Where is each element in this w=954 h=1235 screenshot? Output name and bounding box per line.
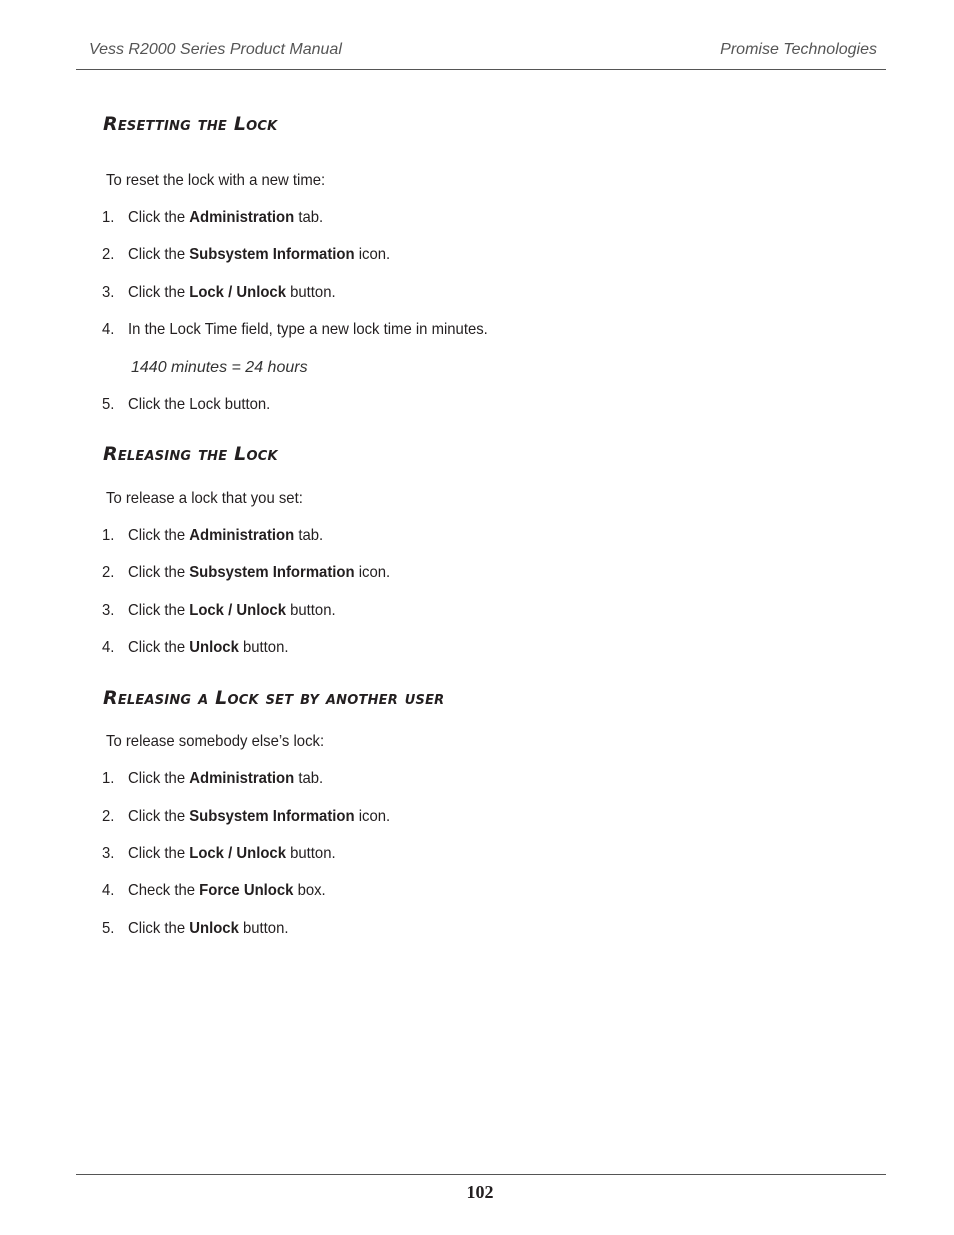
list-item: 4. Click the Unlock button. <box>102 639 289 656</box>
section-heading-releasing-lock: Releasing the Lock <box>103 443 278 465</box>
list-item: 4. Check the Force Unlock box. <box>102 882 326 899</box>
header-manual-title: Vess R2000 Series Product Manual <box>89 41 342 58</box>
list-item: 5. Click the Unlock button. <box>102 920 289 937</box>
section-heading-resetting-lock: Resetting the Lock <box>103 113 278 135</box>
list-item: 3. Click the Lock / Unlock button. <box>102 602 336 619</box>
list-item: 5. Click the Lock button. <box>102 396 271 413</box>
list-item: 4. In the Lock Time field, type a new lock time in minutes. <box>102 321 488 338</box>
section-intro: To reset the lock with a new time: <box>106 172 326 189</box>
page-header <box>76 38 886 70</box>
page-number: 102 <box>466 1182 494 1202</box>
list-item: 3. Click the Lock / Unlock button. <box>102 284 336 301</box>
list-item: 2. Click the Subsystem Information icon. <box>102 808 391 825</box>
list-item: 1. Click the Administration tab. <box>102 770 324 787</box>
section-heading-releasing-other-user-lock: Releasing a Lock set by another user <box>103 687 445 709</box>
list-item: 3. Click the Lock / Unlock button. <box>102 845 336 862</box>
footer-divider <box>76 1174 886 1175</box>
list-item: 1. Click the Administration tab. <box>102 209 324 226</box>
section-intro: To release a lock that you set: <box>106 490 303 507</box>
section-intro: To release somebody else’s lock: <box>106 733 325 750</box>
header-company: Promise Technologies <box>720 41 877 58</box>
list-item: 2. Click the Subsystem Information icon. <box>102 564 391 581</box>
list-item: 2. Click the Subsystem Information icon. <box>102 246 391 263</box>
step-note: 1440 minutes = 24 hours <box>131 359 308 376</box>
list-item: 1. Click the Administration tab. <box>102 527 324 544</box>
